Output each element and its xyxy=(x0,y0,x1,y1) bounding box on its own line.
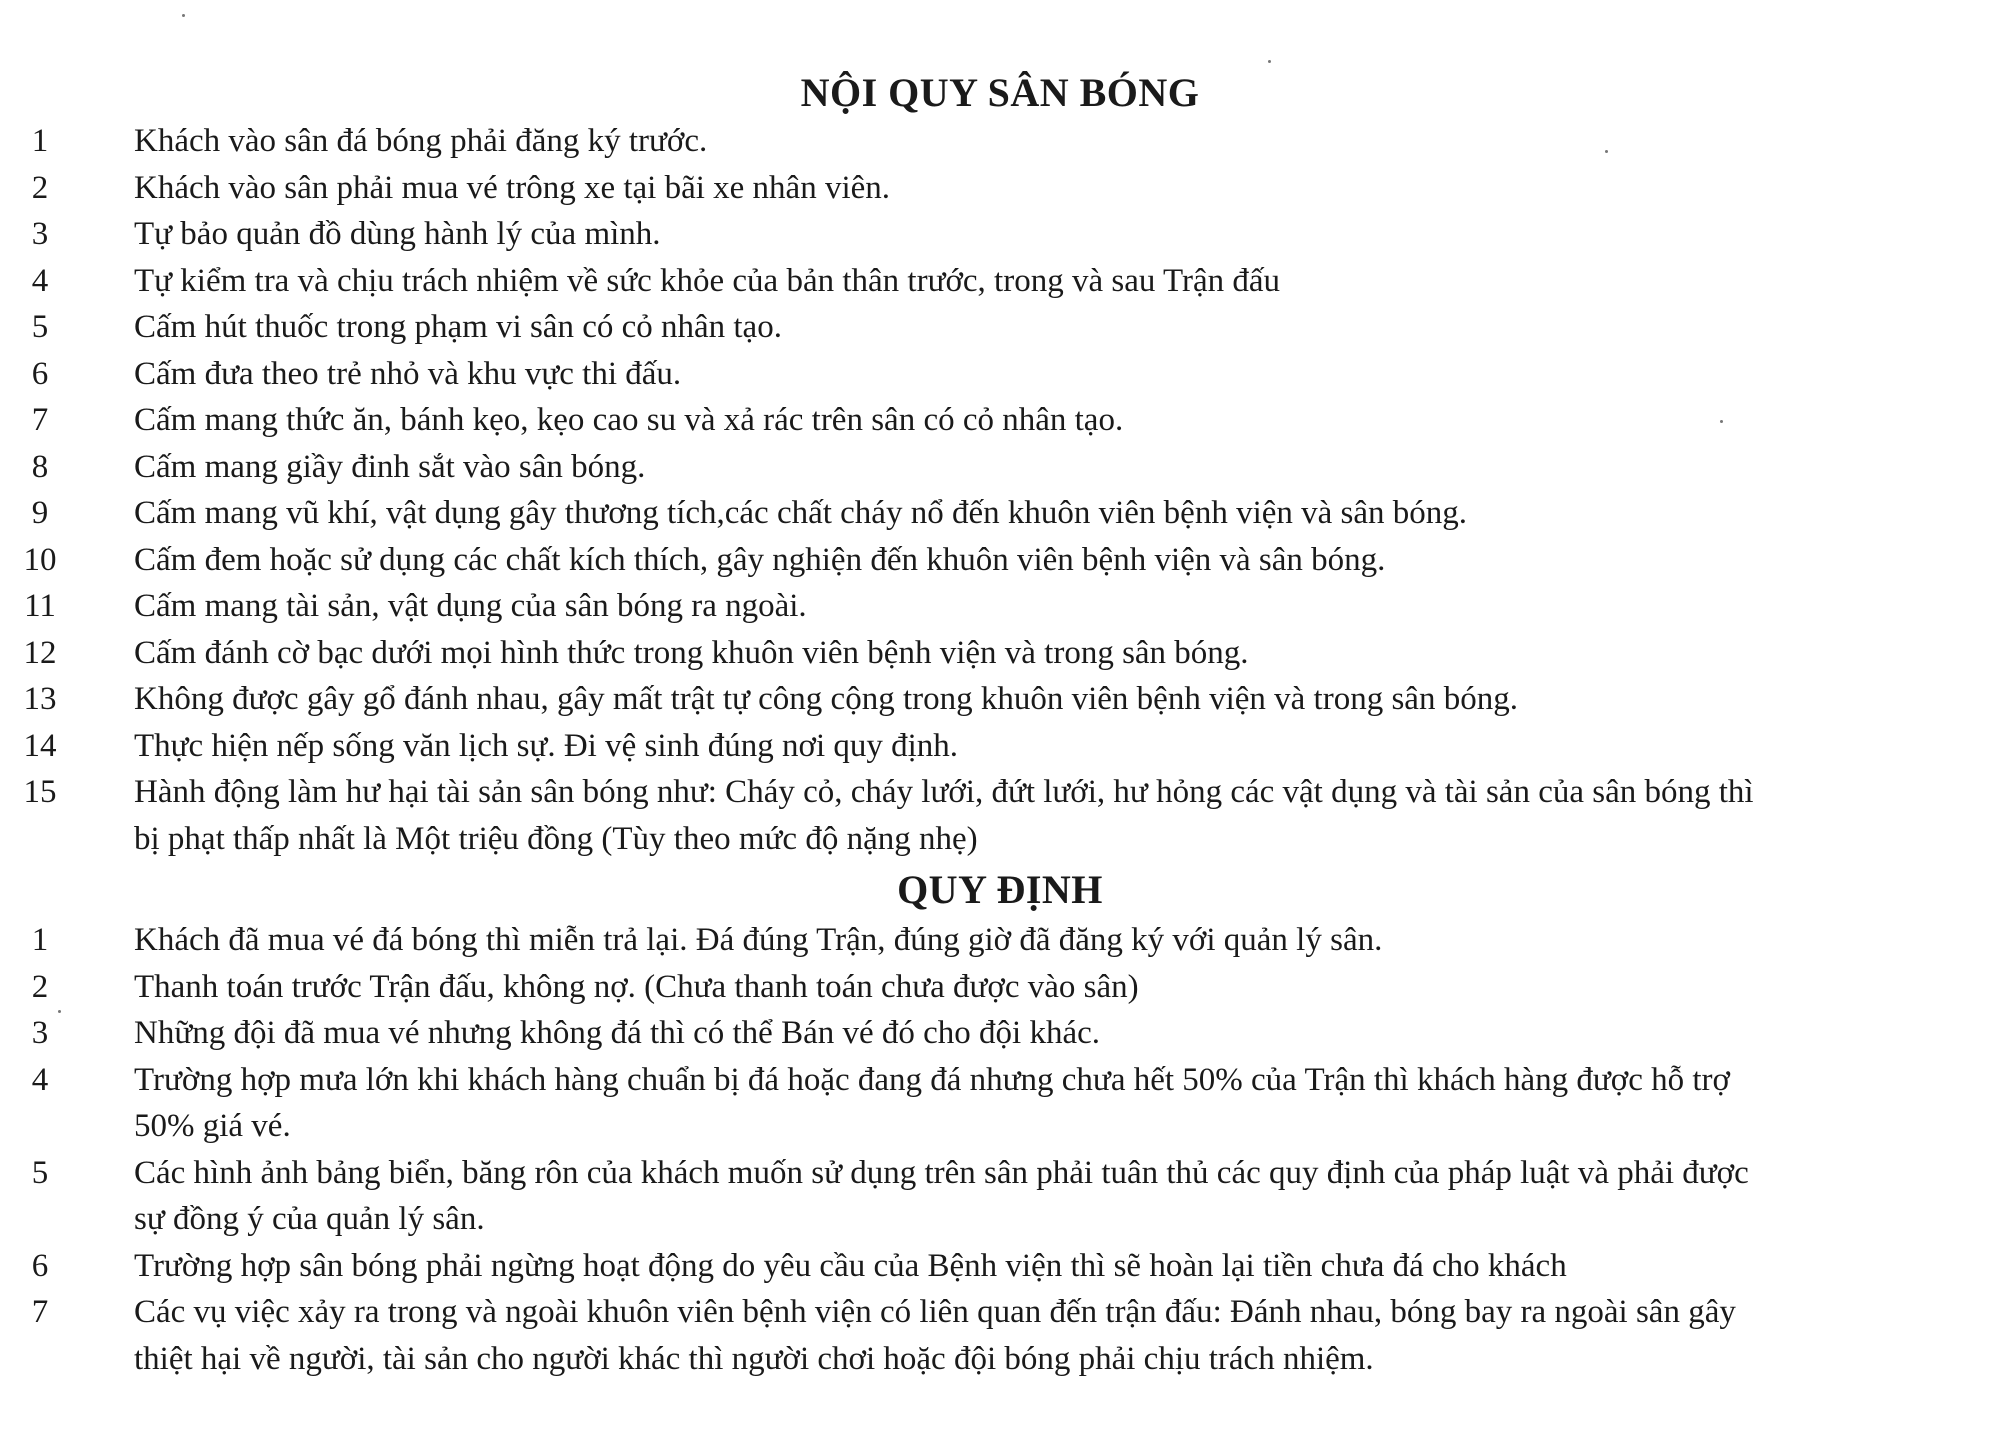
item-text: Cấm đem hoặc sử dụng các chất kích thích, gây nghiện đến khuôn viên bệnh viện và sân bóng. xyxy=(134,541,1386,578)
item-number: 9 xyxy=(31,495,49,531)
item-text: Cấm hút thuốc trong phạm vi sân có cỏ nhân tạo. xyxy=(134,309,782,345)
item-text: Tự kiểm tra và chịu trách nhiệm về sức khỏe của bản thân trước, trong và sau Trận đấu xyxy=(134,262,1281,299)
regulations-list xyxy=(0,917,2000,1382)
list-item xyxy=(0,1057,2000,1150)
item-text: Khách đã mua vé đá bóng thì miễn trả lại. Đá đúng Trận, đúng giờ đã đăng ký với quản lý sân. xyxy=(134,922,1383,958)
list-item xyxy=(0,118,2000,165)
item-text: Cấm mang tài sản, vật dụng của sân bóng ra ngoài. xyxy=(134,588,807,624)
list-item xyxy=(0,351,2000,398)
list-item xyxy=(0,1010,2000,1057)
item-number: 4 xyxy=(31,1061,49,1098)
item-text: Cấm mang vũ khí, vật dụng gây thương tích,các chất cháy nổ đến khuôn viên bệnh viện và sân bóng. xyxy=(134,495,1468,531)
scan-speck xyxy=(182,14,185,17)
item-number: 5 xyxy=(31,1154,49,1191)
scan-speck xyxy=(1720,420,1723,423)
list-item xyxy=(0,769,2000,862)
list-item xyxy=(0,537,2000,584)
item-text: Cấm đánh cờ bạc dưới mọi hình thức trong khuôn viên bệnh viện và trong sân bóng. xyxy=(134,634,1249,671)
item-text: Cấm mang giầy đinh sắt vào sân bóng. xyxy=(134,448,646,485)
item-text: Các vụ việc xảy ra trong và ngoài khuôn viên bệnh viện có liên quan đến trận đấu: Đánh nhau, bóng bay ra ngoài sân gây thiệt hại về người, tài sản cho người khác thì người chơi hoặc đội bóng phải chịu trách nhiệm. xyxy=(134,1294,1736,1377)
item-number: 13 xyxy=(23,681,57,717)
scan-speck xyxy=(58,1010,61,1013)
scan-speck xyxy=(1268,60,1271,63)
item-number: 2 xyxy=(31,968,49,1005)
item-text: Không được gây gổ đánh nhau, gây mất trật tự công cộng trong khuôn viên bệnh viện và trong sân bóng. xyxy=(134,681,1518,717)
item-text: Trường hợp sân bóng phải ngừng hoạt động do yêu cầu của Bệnh viện thì sẽ hoàn lại tiền chưa đá cho khách xyxy=(134,1247,1567,1284)
item-number: 8 xyxy=(31,448,49,485)
item-text: Trường hợp mưa lớn khi khách hàng chuẩn bị đá hoặc đang đá nhưng chưa hết 50% của Trận thì khách hàng được hỗ trợ 50% giá vé. xyxy=(134,1061,1730,1144)
list-item xyxy=(0,165,2000,212)
item-text: Cấm đưa theo trẻ nhỏ và khu vực thi đấu. xyxy=(134,355,682,392)
item-text: Các hình ảnh bảng biển, băng rôn của khách muốn sử dụng trên sân phải tuân thủ các quy định của pháp luật và phải được sự đồng ý của quản lý sân. xyxy=(134,1154,1749,1237)
list-item xyxy=(0,583,2000,630)
list-item xyxy=(0,630,2000,677)
item-text: Những đội đã mua vé nhưng không đá thì có thể Bán vé đó cho đội khác. xyxy=(134,1015,1100,1051)
item-text: Hành động làm hư hại tài sản sân bóng như: Cháy cỏ, cháy lưới, đứt lưới, hư hỏng các vật dụng và tài sản của sân bóng thì bị phạt thấp nhất là Một triệu đồng (Tùy theo mức độ nặng nhẹ) xyxy=(134,774,1754,857)
item-number: 7 xyxy=(31,1294,49,1330)
list-item xyxy=(0,397,2000,444)
item-number: 10 xyxy=(23,541,57,578)
list-item xyxy=(0,1289,2000,1382)
item-number: 15 xyxy=(23,774,57,810)
scan-speck xyxy=(1605,150,1608,153)
list-item xyxy=(0,676,2000,723)
item-number: 2 xyxy=(31,169,49,206)
rules-title: NỘI QUY SÂN BÓNG xyxy=(800,70,1200,115)
item-number: 6 xyxy=(31,1247,49,1284)
list-item xyxy=(0,211,2000,258)
item-text: Khách vào sân đá bóng phải đăng ký trước. xyxy=(134,123,708,159)
list-item xyxy=(0,1150,2000,1243)
list-item xyxy=(0,917,2000,964)
list-item xyxy=(0,258,2000,305)
item-text: Cấm mang thức ăn, bánh kẹo, kẹo cao su và xả rác trên sân có cỏ nhân tạo. xyxy=(134,402,1124,438)
item-number: 1 xyxy=(31,922,49,958)
list-item xyxy=(0,444,2000,491)
item-number: 3 xyxy=(31,216,49,252)
item-number: 11 xyxy=(24,588,56,624)
item-text: Khách vào sân phải mua vé trông xe tại bãi xe nhân viên. xyxy=(134,169,891,206)
list-item xyxy=(0,490,2000,537)
item-number: 5 xyxy=(31,309,49,345)
regulations-title: QUY ĐỊNH xyxy=(897,867,1103,912)
item-number: 3 xyxy=(31,1015,49,1051)
item-number: 7 xyxy=(31,402,49,438)
list-item xyxy=(0,1243,2000,1290)
item-number: 6 xyxy=(31,355,49,392)
list-item xyxy=(0,964,2000,1011)
item-text: Tự bảo quản đồ dùng hành lý của mình. xyxy=(134,216,661,252)
rules-list xyxy=(0,118,2000,862)
list-item xyxy=(0,723,2000,770)
item-text: Thực hiện nếp sống văn lịch sự. Đi vệ sinh đúng nơi quy định. xyxy=(134,727,959,764)
list-item xyxy=(0,304,2000,351)
item-text: Thanh toán trước Trận đấu, không nợ. (Chưa thanh toán chưa được vào sân) xyxy=(134,968,1139,1005)
item-number: 12 xyxy=(23,634,57,671)
item-number: 4 xyxy=(31,262,49,299)
item-number: 14 xyxy=(23,727,57,764)
item-number: 1 xyxy=(31,123,49,159)
